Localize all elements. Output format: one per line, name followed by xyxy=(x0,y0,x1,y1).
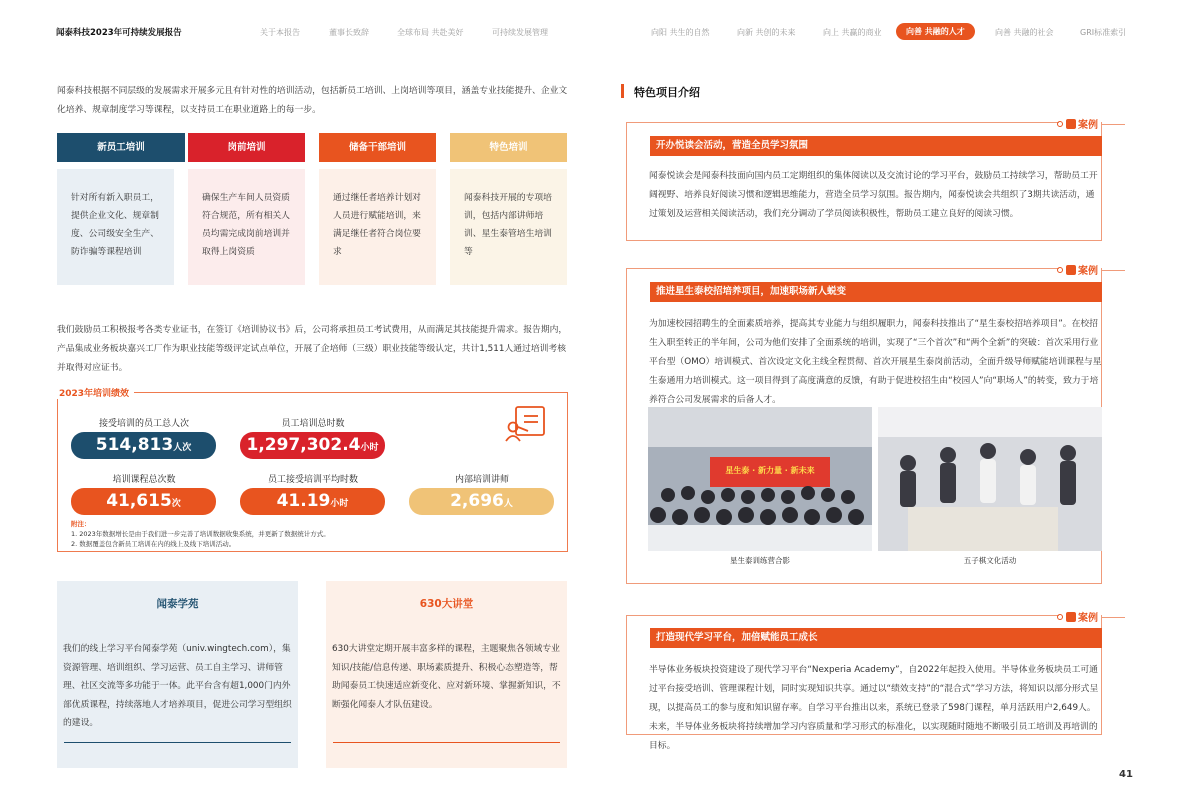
photo-caption-training-camp: 星生泰训练营合影 xyxy=(730,556,790,565)
stat-number: 41,615 xyxy=(106,491,172,511)
stat-unit: 人 xyxy=(503,499,513,509)
dot-icon xyxy=(1057,614,1063,620)
stat-value-internal-trainers xyxy=(409,488,554,515)
performance-notes xyxy=(71,519,330,549)
lecture-630-body: 630大讲堂定期开展丰富多样的课程，主题聚焦各领域专业知识/技能/信息传递、职场素质提升、积极心态塑造等，帮助闻泰员工快速适应新变化、应对新环境、掌握新知识，不断强化闻泰人才队伍建设。 xyxy=(332,644,561,710)
case-1-top-border xyxy=(627,122,1059,123)
academy-divider xyxy=(64,742,291,743)
card-special-title: 特色培训 xyxy=(450,133,567,162)
stat-number: 514,813 xyxy=(95,435,174,455)
lecture-630-title: 630大讲堂 xyxy=(419,598,474,610)
case-3-tag xyxy=(1057,609,1125,624)
stat-number: 2,696 xyxy=(450,491,504,511)
training-board-icon xyxy=(504,405,548,443)
stat-label-total-trained: 接受培训的员工总人次 xyxy=(98,419,189,429)
stat-label-internal-trainers: 内部培训讲师 xyxy=(454,475,509,485)
card-reserve-cadre-body: 通过继任者培养计划对人员进行赋能培训，来满足继任者符合岗位要求 xyxy=(319,169,436,285)
case-2-heading: 推进星生泰校招培养项目，加速职场新人蜕变 xyxy=(650,282,1102,302)
dot-icon xyxy=(1057,121,1063,127)
card-pre-job-body: 确保生产车间人员资质符合规范，所有相关人员均需完成岗前培训并取得上岗资质 xyxy=(188,169,305,285)
document-icon xyxy=(1066,612,1076,622)
dot-icon xyxy=(1057,267,1063,273)
academy-body: 我们的线上学习平台闻泰学苑（univ.wingtech.com），集资源管理、培训组织、学习运营、员工自主学习、讲师管理、社区交流等多功能于一体。此平台含有超1,000门内外部优质课程，持续落地人才培养项目，促进公司学习型组织的建设。 xyxy=(63,644,292,728)
stat-label-total-hours: 员工培训总时数 xyxy=(281,419,345,429)
document-icon xyxy=(1066,265,1076,275)
academy-title: 闻泰学苑 xyxy=(156,598,199,610)
tag-tail xyxy=(1101,617,1125,618)
case-3-top-border xyxy=(627,615,1059,616)
stat-value-average-hours xyxy=(240,488,385,515)
card-new-employee-title: 新员工培训 xyxy=(57,133,185,162)
nav-nature[interactable]: 向阳 共生的自然 xyxy=(651,28,710,37)
nav-about-report[interactable]: 关于本报告 xyxy=(260,28,300,37)
stat-unit: 小时 xyxy=(330,499,349,509)
page-number: 41 xyxy=(1119,769,1133,780)
nav-future[interactable]: 向新 共创的未来 xyxy=(737,28,796,37)
case-label: 案例 xyxy=(1078,120,1098,131)
tag-tail xyxy=(1101,124,1125,125)
performance-label: 2023年培训绩效 xyxy=(54,386,134,399)
case-1-heading: 开办悦读会活动，营造全员学习氛围 xyxy=(650,136,1102,156)
nav-chairman-message[interactable]: 董事长致辞 xyxy=(329,28,369,37)
tag-tail xyxy=(1101,270,1125,271)
case-2-tag xyxy=(1057,262,1125,277)
featured-section-title: 特色项目介绍 xyxy=(634,86,700,99)
academy-box xyxy=(57,581,298,768)
stat-unit: 小时 xyxy=(360,443,379,453)
nav-global-layout[interactable]: 全球布局 共赴美好 xyxy=(397,28,464,37)
nav-talent-active[interactable]: 向善 共融的人才 xyxy=(896,23,975,40)
stat-number: 41.19 xyxy=(276,491,331,511)
card-pre-job-title: 岗前培训 xyxy=(188,133,305,162)
card-reserve-cadre-title: 储备干部培训 xyxy=(319,133,436,162)
section-accent-bar xyxy=(621,84,624,98)
photo-banner-text: 星生泰 · 新力量 · 新未来 xyxy=(725,466,815,475)
stat-number: 1,297,302.4 xyxy=(246,435,361,455)
card-new-employee-body: 针对所有新入职员工，提供企业文化、规章制度、公司级安全生产、防诈骗等课程培训 xyxy=(57,169,174,285)
card-special-body: 闻泰科技开展的专项培训，包括内部讲师培训、星生泰管培生培训等 xyxy=(450,169,567,285)
case-1-tag xyxy=(1057,116,1125,131)
case-2-body: 为加速校园招聘生的全面素质培养，提高其专业能力与组织履职力，闻泰科技推出了“星生泰校招培养项目”。在校招生入职至转正的半年间，公司为他们安排了全面系统的培训，实现了“三个首次”和“两个全新”的突破：首次采用行业平台型（OMO）培训模式、首次设定文化主线全程贯彻、首次开展星生泰岗前活动，全面升级导师赋能培训课程与星生泰通用力培训模式。这一项目得到了高度满意的反馈，有助于促进校招生由“校园人”向“职场人”的转变，致力于培养符合公司发展需求的后备人才。 xyxy=(649,319,1102,405)
note-2: 2. 数据覆盖包含新员工培训在内的线上及线下培训活动。 xyxy=(71,540,236,548)
notes-title: 附注： xyxy=(71,520,91,528)
certificate-paragraph: 我们鼓励员工积极报考各类专业证书，在签订《培训协议书》后，公司将承担员工考试费用，从而满足其技能提升需求。报告期内，产品集成业务板块嘉兴工厂作为职业技能等级评定试点单位，开展了企培师（三级）职业技能等级认定，共计1,511人通过培训考核并取得对应证书。 xyxy=(57,325,568,373)
report-title: 闻泰科技2023年可持续发展报告 xyxy=(56,28,182,38)
stat-label-average-hours: 员工接受培训平均时数 xyxy=(267,475,358,485)
photo-caption-gomoku: 五子棋文化活动 xyxy=(963,556,1017,565)
case-2-top-border xyxy=(627,268,1059,269)
case-3-body: 半导体业务板块投资建设了现代学习平台“Nexperia Academy”，自2022年起投入使用。半导体业务板块员工可通过平台接受培训、管理课程计划，同时实现知识共享。通过以“绩效支持”的“混合式”学习方法，将知识以部分形式呈现，以提高员工的参与度和知识留存率。自学习平台推出以来，系统已登录了598门课程，单月活跃用户2,649人。未来，半导体业务板块将持续增加学习内容质量和学习形式的标准化，以实现随时随地不断吸引员工培训及再培训的目标。 xyxy=(649,665,1099,751)
lecture-630-box xyxy=(326,581,567,768)
document-icon xyxy=(1066,119,1076,129)
lecture-630-divider xyxy=(333,742,560,743)
stat-unit: 人次 xyxy=(173,443,192,453)
case-1-body: 闻泰悦读会是闻泰科技面向国内员工定期组织的集体阅读以及交流讨论的学习平台，鼓励员工持续学习，帮助员工开阔视野、培养良好阅读习惯和逻辑思维能力，营造全员学习氛围。报告期内，闻泰悦读会共组织了3期共读活动，通过策划及运营相关阅读活动，我们充分调动了学员阅读积极性，帮助员工建立良好的阅读习惯。 xyxy=(649,171,1098,219)
intro-paragraph: 闻泰科技根据不同层级的发展需求开展多元且有针对性的培训活动，包括新员工培训、上岗培训等项目，涵盖专业技能提升、企业文化培养、规章制度学习等课程，以支持员工在职业道路上的每一步。 xyxy=(57,86,568,115)
photo-group-training-camp xyxy=(648,407,872,551)
case-3-heading: 打造现代学习平台，加倍赋能员工成长 xyxy=(650,628,1102,648)
nav-society[interactable]: 向善 共融的社会 xyxy=(995,28,1054,37)
case-label: 案例 xyxy=(1078,613,1098,624)
stat-label-course-count: 培训课程总次数 xyxy=(112,475,176,485)
photo-gomoku-activity xyxy=(878,407,1102,551)
nav-sustainability-management[interactable]: 可持续发展管理 xyxy=(492,28,548,37)
case-label: 案例 xyxy=(1078,266,1098,277)
nav-gri-index[interactable]: GRI标准索引 xyxy=(1080,28,1127,37)
note-1: 1. 2023年数据增长是由于我们进一步完善了培训数据收集系统，并更新了数据统计方式。 xyxy=(71,530,330,538)
stat-value-course-count xyxy=(71,488,216,515)
stat-value-total-hours xyxy=(240,432,385,459)
nav-business[interactable]: 向上 共赢的商业 xyxy=(823,28,882,37)
stat-value-total-trained xyxy=(71,432,216,459)
stat-unit: 次 xyxy=(171,499,181,509)
